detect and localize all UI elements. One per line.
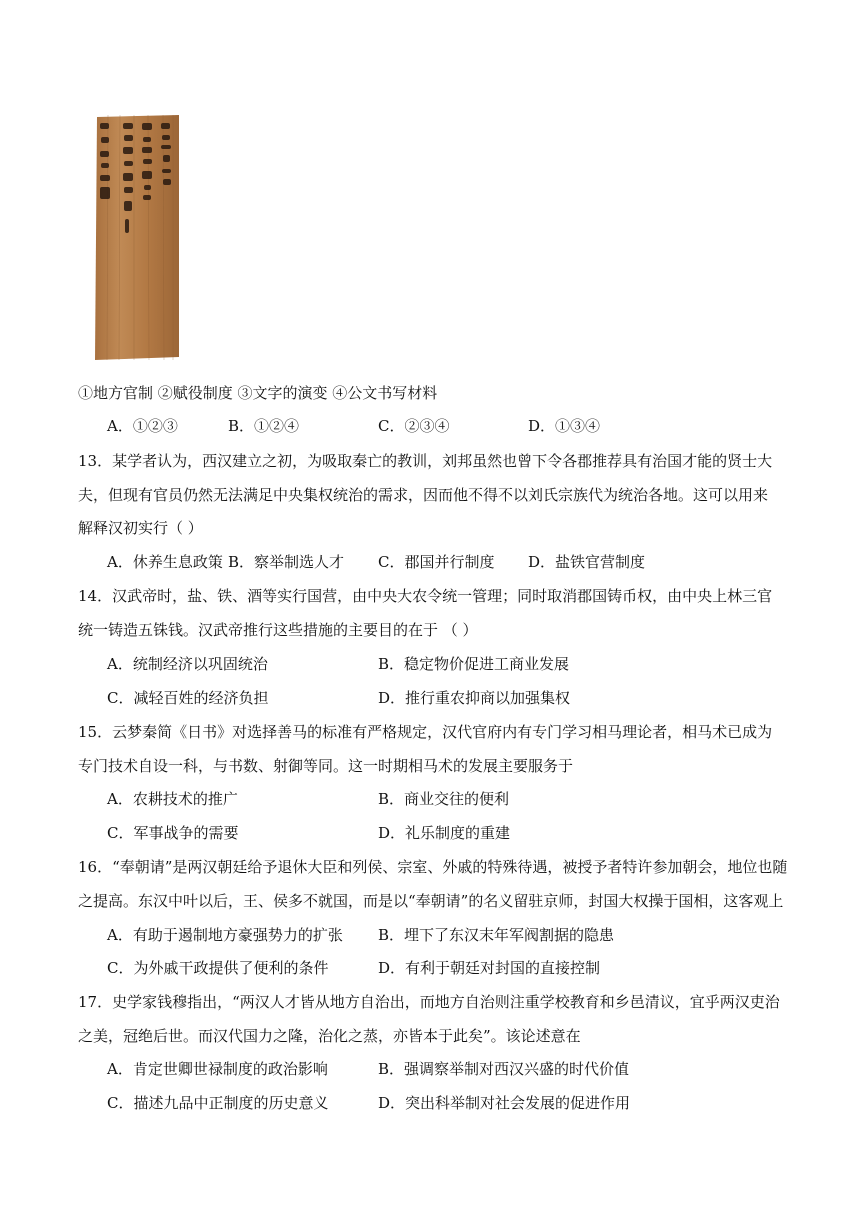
q13-option-d[interactable]: D．盐铁官营制度 — [528, 553, 646, 571]
q12-option-d[interactable]: D．①③④ — [528, 417, 601, 435]
slip-items-text: ①地方官制 ②赋役制度 ③文字的演变 ④公文书写材料 — [78, 384, 438, 402]
q15-stem-line-1: 15．云梦秦简《日书》对选择善马的标准有严格规定，汉代官府内有专门学习相马理论者，相马术已成为 — [78, 723, 773, 741]
q16-stem-line-1: 16．“奉朝请”是两汉朝廷给予退休大臣和列侯、宗室、外戚的特殊待遇，被授予者特许参加朝会，地位也随 — [78, 858, 788, 876]
q12-option-b[interactable]: B．①②④ — [228, 417, 300, 435]
q13-stem-line-2: 夫，但现有官员仍然无法满足中央集权统治的需求，因而他不得不以刘氏宗族代为统治各地。这可以用来 — [78, 486, 769, 504]
q16-option-b[interactable]: B．埋下了东汉末年军阀割据的隐患 — [378, 926, 615, 944]
q15-stem-line-2: 专门技术自设一科，与书数、射御等同。这一时期相马术的发展主要服务于 — [78, 757, 574, 775]
q15-option-a[interactable]: A．农耕技术的推广 — [107, 790, 238, 808]
q16-option-d[interactable]: D．有利于朝廷对封国的直接控制 — [378, 959, 601, 977]
q13-option-a[interactable]: A．休养生息政策 — [107, 553, 223, 571]
q15-option-d[interactable]: D．礼乐制度的重建 — [378, 824, 511, 842]
q15-option-c[interactable]: C．军事战争的需要 — [107, 824, 239, 842]
q17-option-a[interactable]: A．肯定世卿世禄制度的政治影响 — [107, 1060, 328, 1078]
q13-option-b[interactable]: B．察举制选人才 — [228, 553, 345, 571]
q16-option-c[interactable]: C．为外戚干政提供了便利的条件 — [107, 959, 329, 977]
q14-option-b[interactable]: B．稳定物价促进工商业发展 — [378, 655, 570, 673]
q17-option-c[interactable]: C．描述九品中正制度的历史意义 — [107, 1094, 329, 1112]
q14-stem-line-2: 统一铸造五铢钱。汉武帝推行这些措施的主要目的在于 （ ） — [78, 621, 478, 639]
bamboo-slip-image — [93, 115, 181, 360]
q17-option-b[interactable]: B．强调察举制对西汉兴盛的时代价值 — [378, 1060, 630, 1078]
q14-stem-line-1: 14．汉武帝时，盐、铁、酒等实行国营，由中央大农令统一管理；同时取消郡国铸币权，由中央上林三官 — [78, 587, 773, 605]
q12-option-a[interactable]: A．①②③ — [107, 417, 178, 435]
q12-option-c[interactable]: C．②③④ — [378, 417, 450, 435]
q15-option-b[interactable]: B．商业交往的便利 — [378, 790, 510, 808]
q16-stem-line-2: 之提高。东汉中叶以后，王、侯多不就国，而是以“奉朝请”的名义留驻京师，封国大权操于国相，这客观上 — [78, 892, 784, 910]
q16-option-a[interactable]: A．有助于遏制地方豪强势力的扩张 — [107, 926, 343, 944]
q13-stem-line-3: 解释汉初实行（ ） — [78, 519, 203, 537]
q17-stem-line-2: 之美，冠绝后世。而汉代国力之隆，治化之蒸，亦皆本于此矣”。该论述意在 — [78, 1027, 581, 1045]
q17-stem-line-1: 17．史学家钱穆指出，“两汉人才皆从地方自治出，而地方自治则注重学校教育和乡邑清议，宜乎两汉吏治 — [78, 993, 780, 1011]
q13-stem-line-1: 13．某学者认为，西汉建立之初，为吸取秦亡的教训，刘邦虽然也曾下令各郡推荐具有治国才能的贤士大 — [78, 452, 773, 470]
q14-option-d[interactable]: D．推行重农抑商以加强集权 — [378, 689, 571, 707]
q13-option-c[interactable]: C．郡国并行制度 — [378, 553, 495, 571]
q14-option-a[interactable]: A．统制经济以巩固统治 — [107, 655, 268, 673]
q14-option-c[interactable]: C．减轻百姓的经济负担 — [107, 689, 269, 707]
q17-option-d[interactable]: D．突出科举制对社会发展的促进作用 — [378, 1094, 631, 1112]
